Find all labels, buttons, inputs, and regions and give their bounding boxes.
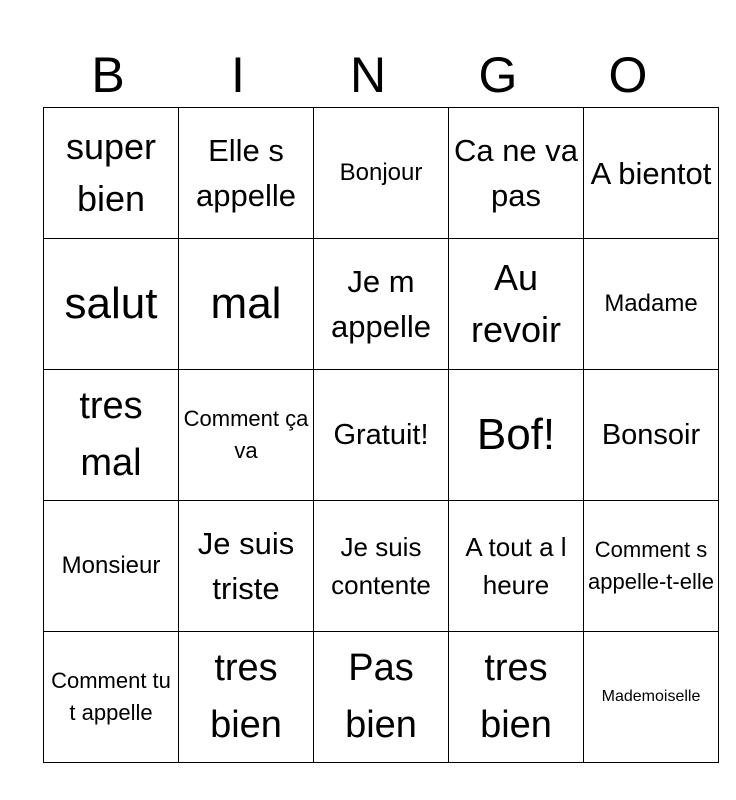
cell-text: A bientot bbox=[590, 155, 712, 191]
bingo-cell[interactable] bbox=[44, 501, 179, 632]
header-letter-b: B bbox=[91, 47, 125, 103]
cell-text: Comment tu t appelle bbox=[51, 668, 171, 725]
bingo-cell[interactable] bbox=[314, 632, 449, 763]
bingo-cell[interactable] bbox=[44, 108, 179, 239]
bingo-cell[interactable] bbox=[44, 370, 179, 501]
bingo-cell[interactable] bbox=[449, 239, 584, 370]
bingo-cell[interactable] bbox=[314, 108, 449, 239]
grid-row bbox=[44, 239, 719, 370]
bingo-cell[interactable] bbox=[584, 632, 719, 763]
cell-text: Ca ne va pas bbox=[453, 133, 579, 213]
bingo-cell[interactable] bbox=[179, 501, 314, 632]
cell-text: tres bien bbox=[210, 647, 282, 746]
cell-text: Monsieur bbox=[61, 552, 161, 579]
bingo-cell[interactable] bbox=[584, 370, 719, 501]
bingo-cell[interactable] bbox=[584, 108, 719, 239]
bingo-cell[interactable] bbox=[584, 501, 719, 632]
bingo-cell[interactable] bbox=[449, 501, 584, 632]
bingo-cell[interactable] bbox=[44, 632, 179, 763]
bingo-cell[interactable] bbox=[449, 370, 584, 501]
bingo-cell[interactable] bbox=[179, 632, 314, 763]
bingo-header bbox=[43, 42, 693, 108]
cell-text: super bien bbox=[65, 126, 157, 219]
cell-text: Gratuit! bbox=[333, 419, 429, 451]
bingo-cell[interactable] bbox=[314, 501, 449, 632]
cell-text: Bonsoir bbox=[601, 419, 701, 451]
bingo-cell[interactable] bbox=[449, 632, 584, 763]
grid-row bbox=[44, 632, 719, 763]
bingo-cell[interactable] bbox=[449, 108, 584, 239]
grid-row bbox=[44, 370, 719, 501]
cell-text: tres mal bbox=[79, 385, 143, 484]
cell-text: mal bbox=[210, 279, 282, 328]
cell-text: Comment s appelle-t-elle bbox=[588, 537, 714, 594]
cell-text: Bof! bbox=[476, 410, 556, 459]
cell-text: Elle s appelle bbox=[196, 133, 296, 213]
grid-row bbox=[44, 501, 719, 632]
cell-text: Je suis contente bbox=[331, 532, 431, 600]
cell-text: Je m appelle bbox=[331, 264, 431, 344]
header-letter-n: N bbox=[349, 47, 387, 103]
cell-text: Au revoir bbox=[470, 257, 562, 350]
bingo-cell[interactable] bbox=[314, 370, 449, 501]
cell-text: tres bien bbox=[480, 647, 552, 746]
bingo-cell[interactable] bbox=[179, 239, 314, 370]
header-letter-o: O bbox=[608, 47, 648, 103]
cell-text: Comment ça va bbox=[183, 406, 309, 463]
bingo-cell[interactable] bbox=[44, 239, 179, 370]
cell-text: A tout a l heure bbox=[465, 532, 567, 600]
cell-text: Mademoiselle bbox=[601, 688, 701, 705]
cell-text: Je suis triste bbox=[197, 526, 295, 606]
grid-row bbox=[44, 108, 719, 239]
bingo-cell[interactable] bbox=[179, 108, 314, 239]
header-letter-i: I bbox=[231, 47, 245, 103]
bingo-cell[interactable] bbox=[179, 370, 314, 501]
cell-text: salut bbox=[64, 279, 158, 328]
cell-text: Bonjour bbox=[339, 159, 423, 186]
bingo-cell[interactable] bbox=[584, 239, 719, 370]
bingo-cell[interactable] bbox=[314, 239, 449, 370]
bingo-card-grid bbox=[43, 107, 719, 763]
header-letter-g: G bbox=[478, 47, 518, 103]
cell-text: Madame bbox=[604, 290, 698, 317]
cell-text: Pas bien bbox=[345, 647, 417, 746]
